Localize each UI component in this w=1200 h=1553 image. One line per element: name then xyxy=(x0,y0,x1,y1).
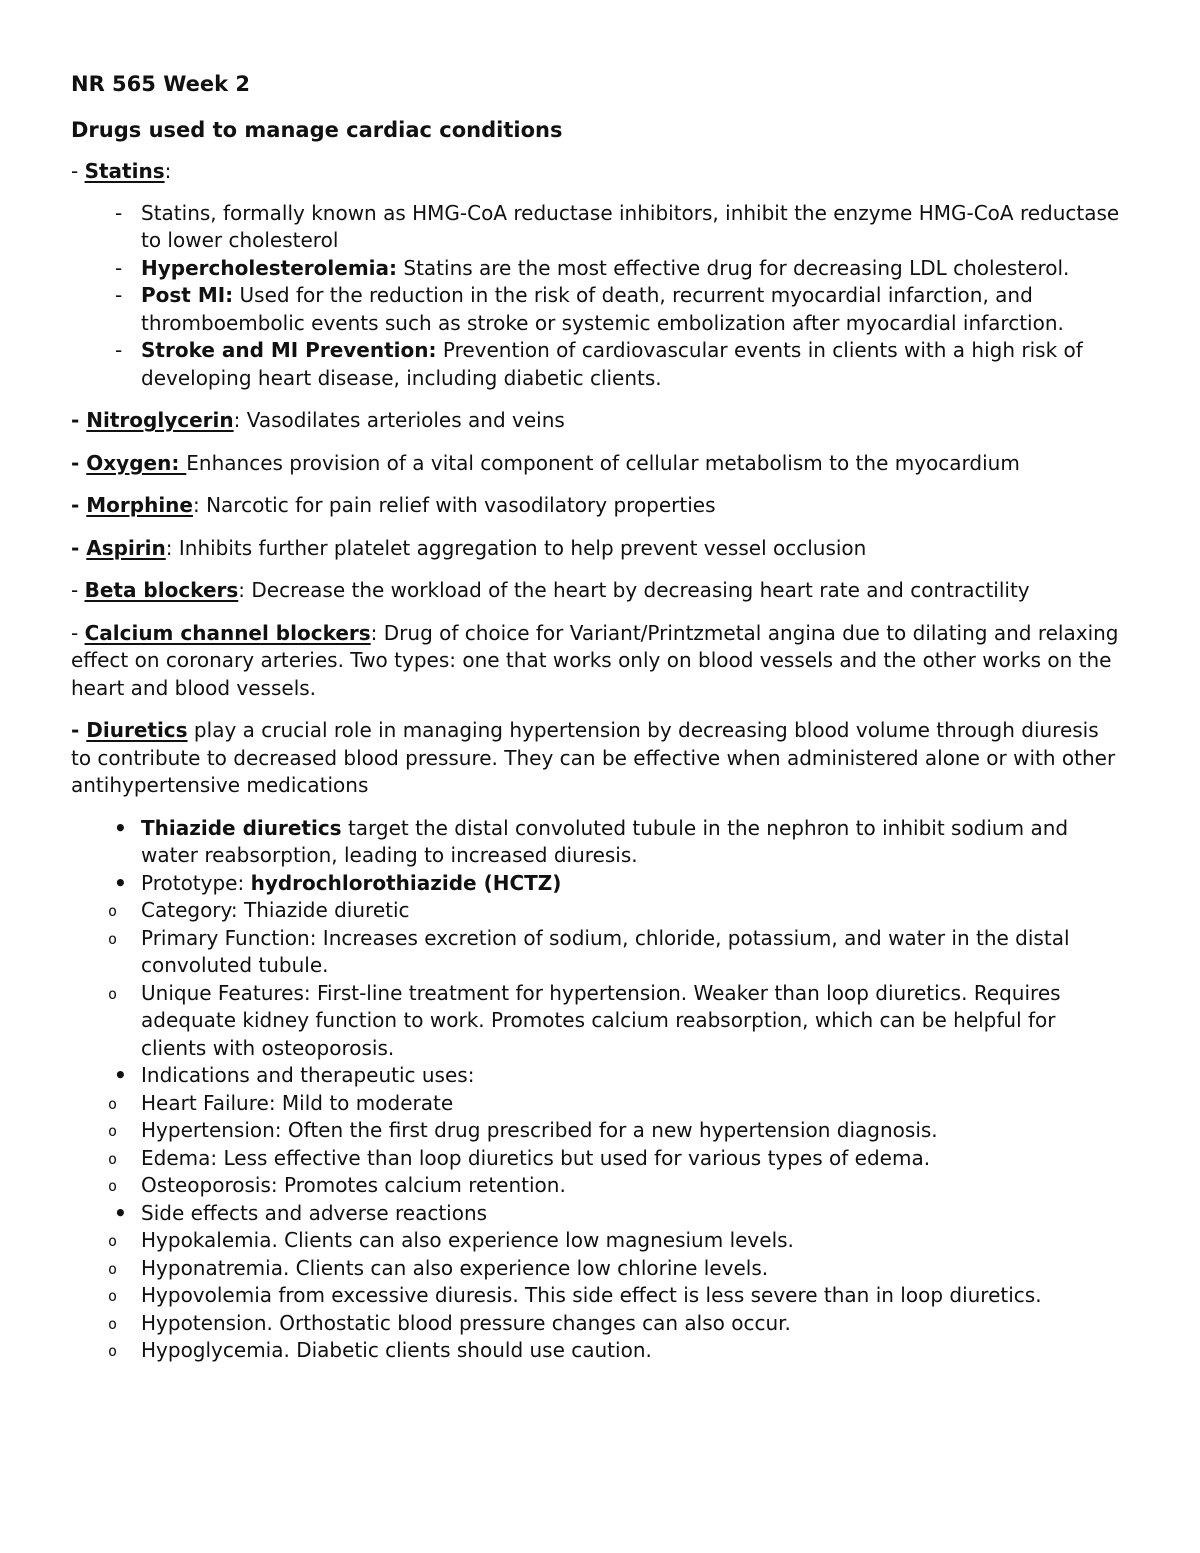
drug-aspirin: - Aspirin: Inhibits further platelet aggregation to help prevent vessel occlusion xyxy=(71,535,867,560)
drug-oxygen: - Oxygen: Enhances provision of a vital component of cellular metabolism to the myocardium xyxy=(71,450,1020,475)
drug-calcium-channel-blockers: - Calcium channel blockers: Drug of choice for Variant/Printzmetal angina due to dilating and relaxing effect on coronary arteries. Two types: one that works only on blood vessels and the other works on the heart and blood vessels. xyxy=(71,620,1119,700)
list-item: o Osteoporosis: Promotes calcium retention. xyxy=(108,1173,566,1197)
list-item: o Hyponatremia. Clients can also experience low chlorine levels. xyxy=(108,1255,769,1280)
list-item: - Stroke and MI Prevention: Prevention of cardiovascular events in clients with a high risk of developing heart disease, including diabetic clients. xyxy=(115,338,1083,390)
drug-nitroglycerin: - Nitroglycerin: Vasodilates arterioles and veins xyxy=(71,408,565,432)
list-item: o Hypotension. Orthostatic blood pressure changes can also occur. xyxy=(108,1310,791,1335)
diuretics-list xyxy=(71,815,1121,1365)
list-item: o Hypoglycemia. Diabetic clients should use caution. xyxy=(108,1338,652,1362)
drug-beta-blockers: - Beta blockers: Decrease the workload of the heart by decreasing heart rate and contractility xyxy=(71,578,1030,602)
indications-sublist xyxy=(71,1090,1121,1200)
list-item: • Thiazide diuretics target the distal convoluted tubule in the nephron to inhibit sodium and water reabsorption, leading to increased diuresis. xyxy=(114,815,1069,867)
list-item: - Post MI: Used for the reduction in the risk of death, recurrent myocardial infarction, and thromboembolic events such as stroke or systemic embolization after myocardial infarction. xyxy=(115,283,1064,335)
drug-morphine: - Morphine: Narcotic for pain relief with vasodilatory properties xyxy=(71,493,716,517)
list-item: o Hypertension: Often the first drug prescribed for a new hypertension diagnosis. xyxy=(108,1118,938,1142)
list-item: o Edema: Less effective than loop diuretics but used for various types of edema. xyxy=(108,1145,931,1170)
list-item: - Hypercholesterolemia: Statins are the most effective drug for decreasing LDL cholesterol. xyxy=(115,255,1070,280)
list-item: o Category: Thiazide diuretic xyxy=(108,898,410,922)
statins-term: Statins xyxy=(84,159,165,183)
list-item: - Statins, formally known as HMG-CoA reductase inhibitors, inhibit the enzyme HMG-CoA reductase to lower cholesterol xyxy=(115,200,1120,252)
list-item: o Heart Failure: Mild to moderate xyxy=(108,1090,454,1115)
list-item: o Unique Features: First-line treatment for hypertension. Weaker than loop diuretics. Requires adequate kidney function to work. Promotes calcium reabsorption, which can be helpful for clients with osteoporosis. xyxy=(108,980,1061,1060)
list-item: • Side effects and adverse reactions xyxy=(114,1200,488,1225)
prototype-sublist xyxy=(71,897,1121,1062)
section-heading: Drugs used to manage cardiac conditions xyxy=(71,118,563,142)
list-item: o Hypovolemia from excessive diuresis. This side effect is less severe than in loop diuretics. xyxy=(108,1283,1042,1307)
statins-heading: - Statins: xyxy=(71,159,172,183)
statins-list xyxy=(71,200,1121,393)
list-item: o Primary Function: Increases excretion of sodium, chloride, potassium, and water in the distal convoluted tubule. xyxy=(108,925,1070,977)
side-effects-sublist xyxy=(71,1227,1121,1365)
document-page xyxy=(71,70,1121,1365)
document-title: NR 565 Week 2 xyxy=(71,72,250,96)
list-item: o Hypokalemia. Clients can also experience low magnesium levels. xyxy=(108,1228,794,1252)
drug-diuretics: - Diuretics play a crucial role in managing hypertension by decreasing blood volume through diuresis to contribute to decreased blood pressure. They can be effective when administered alone or with other antihypertensive medications xyxy=(71,718,1116,797)
list-item: • Prototype: hydrochlorothiazide (HCTZ) xyxy=(114,870,562,895)
list-item: • Indications and therapeutic uses: xyxy=(114,1063,475,1087)
